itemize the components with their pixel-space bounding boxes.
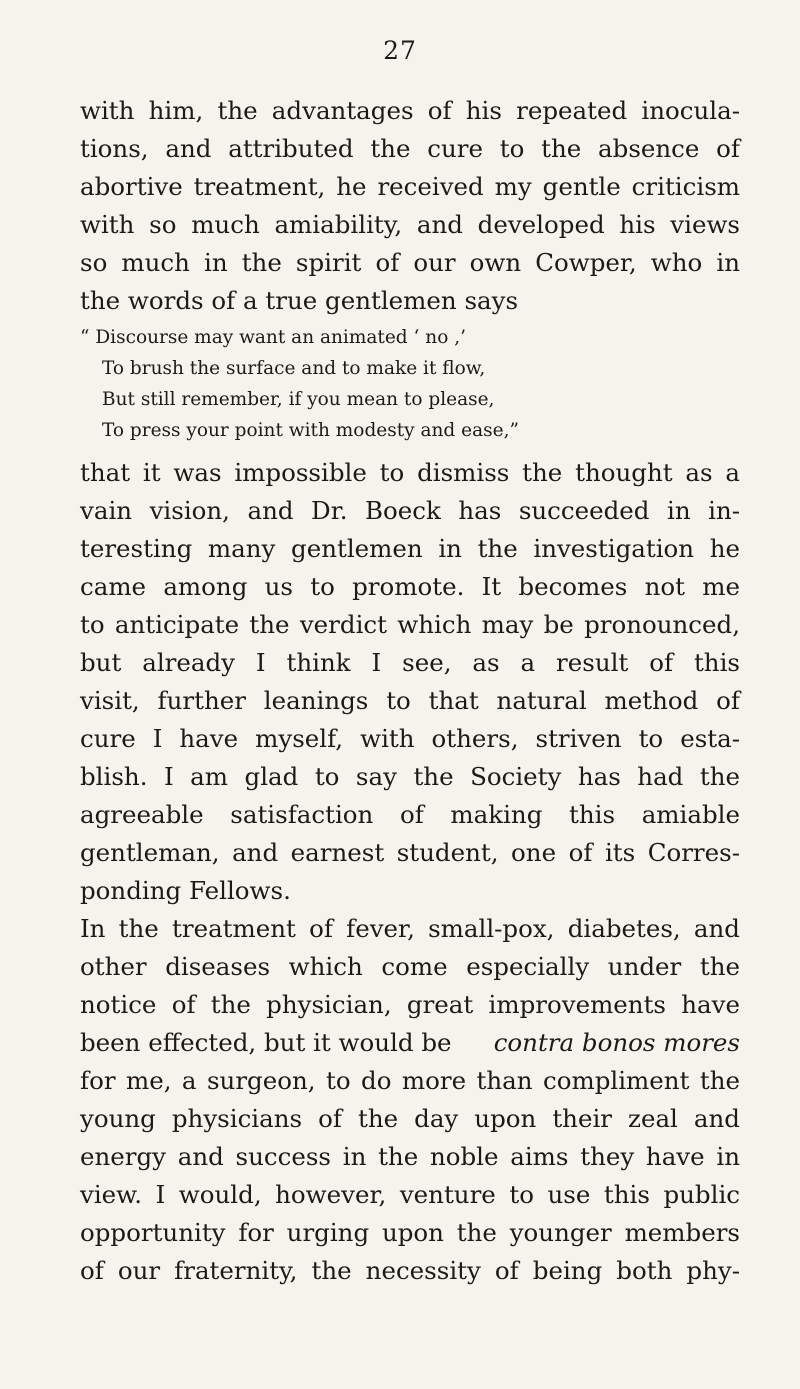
text-line: energy and success in the noble aims they have in [80,1142,740,1171]
text-line: In the treatment of fever, small-pox, diabetes, and [80,914,740,943]
text-line: notice of the physician, great improvements have [80,990,740,1019]
verse-line: To brush the surface and to make it flow, [102,358,486,379]
text-line: opportunity for urging upon the younger members [80,1218,740,1247]
text-line: that it was impossible to dismiss the thought as a [80,458,740,487]
text-line: agreeable satisfaction of making this amiable [80,800,740,829]
text-line: abortive treatment, he received my gentle criticism [80,172,740,201]
latin-phrase: contra bonos mores [493,1028,740,1057]
text-line: the words of a true gentlemen says [80,286,519,315]
verse-quotation [80,322,740,446]
text-line: gentleman, and earnest student, one of its Corres- [80,838,740,867]
verse-line: “ Discourse may want an animated ‘ no ,’ [80,327,466,348]
verse-line: To press your point with modesty and ease,” [102,420,519,441]
text-line: other diseases which come especially under the [80,952,740,981]
text-line: cure I have myself, with others, striven to esta- [80,724,740,753]
text-line: came among us to promote. It becomes not me [80,572,740,601]
verse-line: But still remember, if you mean to please, [102,389,495,410]
paragraph-1 [80,92,740,320]
text-line: vain vision, and Dr. Boeck has succeeded in in- [80,496,740,525]
text-fragment: been effected, but it would be [80,1028,452,1057]
text-line: blish. I am glad to say the Society has had the [80,762,740,791]
text-line: but already I think I see, as a result of this [80,648,740,677]
text-line: tions, and attributed the cure to the absence of [80,134,740,163]
paragraph-3 [80,910,740,1290]
page-body [80,92,740,1290]
text-line: for me, a surgeon, to do more than compliment the [80,1066,740,1095]
text-line: visit, further leanings to that natural method of [80,686,740,715]
text-line: teresting many gentlemen in the investigation he [80,534,740,563]
text-line: with him, the advantages of his repeated inocula- [80,96,740,125]
text-line: young physicians of the day upon their zeal and [80,1104,740,1133]
text-line-with-latin [80,1024,740,1062]
text-line: with so much amiability, and developed his views [80,210,740,239]
text-line: of our fraternity, the necessity of being both phy- [80,1256,740,1285]
page-number: 27 [383,36,417,65]
paragraph-2 [80,454,740,910]
text-line: view. I would, however, venture to use this public [80,1180,740,1209]
text-line: ponding Fellows. [80,876,291,905]
text-line: to anticipate the verdict which may be pronounced, [80,610,740,639]
text-line: so much in the spirit of our own Cowper, who in [80,248,740,277]
